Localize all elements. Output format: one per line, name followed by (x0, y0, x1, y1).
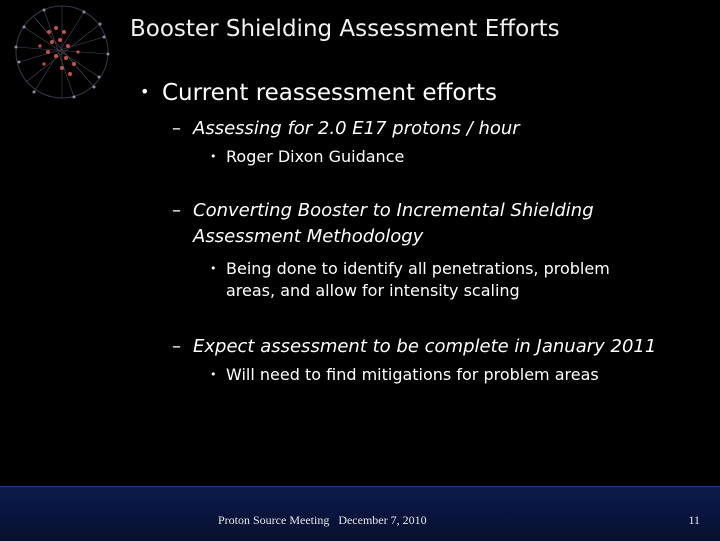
bullet-icon: • (140, 82, 150, 101)
bullet-icon: • (210, 150, 217, 163)
sub-bullet-2-text: Converting Booster to Incremental Shielding Assessment Methodology (193, 200, 594, 247)
sub-sub-bullet-3 (210, 364, 656, 386)
sub-sub-bullet-2 (210, 258, 656, 302)
network-globe-logo-icon (4, 2, 120, 102)
sub-sub-bullet-3-text: Will need to find mitigations for problem areas (226, 365, 599, 384)
dash-icon: – (172, 200, 181, 221)
sub-sub-bullet-2-text: Being done to identify all penetrations, problem areas, and allow for intensity scaling (226, 259, 610, 300)
page-number: 11 (688, 513, 700, 527)
footer-band (0, 486, 720, 541)
bullet-level1 (140, 80, 497, 106)
sub-bullet-3 (172, 334, 663, 360)
bullet-icon: • (210, 368, 217, 381)
bullet-level1-text: Current reassessment efforts (162, 80, 497, 106)
sub-sub-bullet-1-text: Roger Dixon Guidance (226, 147, 405, 166)
sub-bullet-1-text: Assessing for 2.0 E17 protons / hour (193, 118, 520, 139)
sub-sub-bullet-1 (210, 146, 656, 168)
footer-text: Proton Source Meeting December 7, 2010 (218, 513, 427, 527)
sub-bullet-2 (172, 198, 663, 250)
slide-title: Booster Shielding Assessment Efforts (130, 16, 560, 42)
sub-bullet-3-text: Expect assessment to be complete in January 2011 (193, 336, 657, 357)
sub-bullet-1 (172, 116, 663, 142)
bullet-icon: • (210, 262, 217, 275)
dash-icon: – (172, 336, 181, 357)
dash-icon: – (172, 118, 181, 139)
